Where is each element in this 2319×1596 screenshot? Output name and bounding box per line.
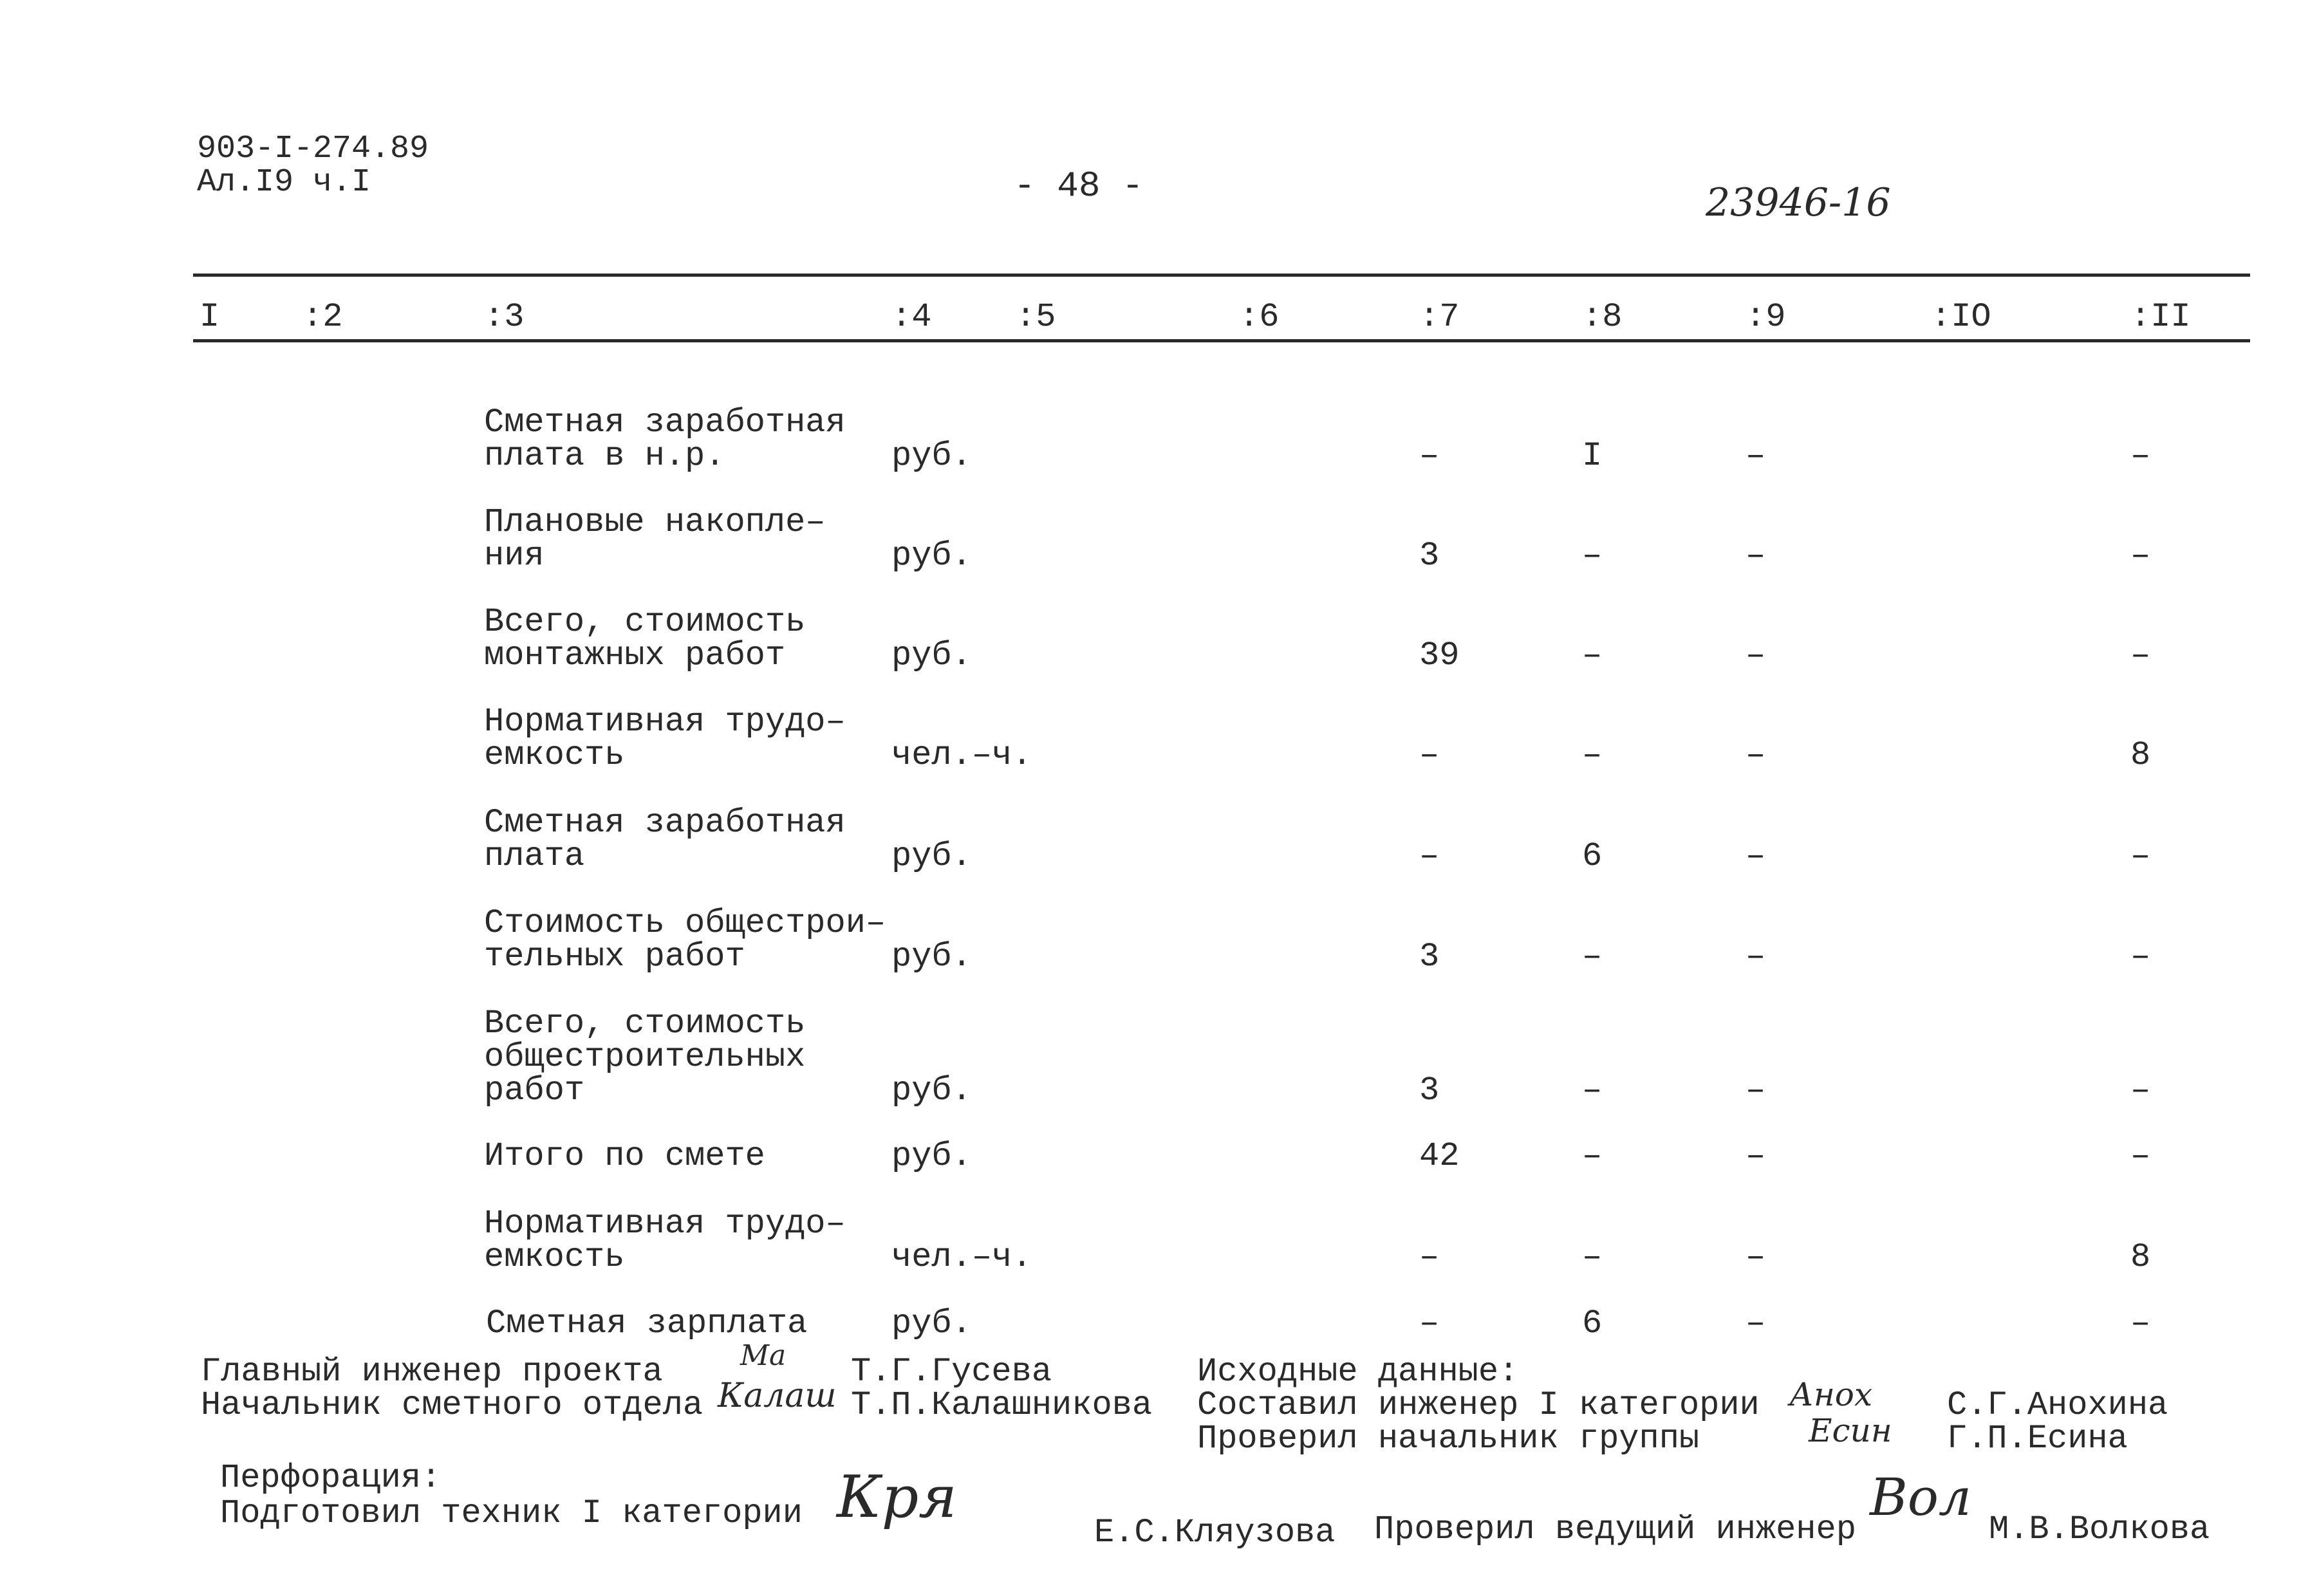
album-label: Ал.I9 ч.I bbox=[197, 164, 371, 201]
compiled-signature: Анох bbox=[1789, 1376, 1873, 1413]
table-row bbox=[0, 405, 2319, 489]
compiled-label: Составил инженер I категории bbox=[1197, 1386, 1760, 1424]
row-label-line1: Плановые накопле– bbox=[484, 503, 826, 541]
page-number: - 48 - bbox=[1014, 165, 1144, 207]
row-col11: – bbox=[2130, 537, 2151, 575]
document-code: 903-I-274.89 bbox=[197, 131, 429, 167]
row-col7: – bbox=[1419, 1238, 1440, 1276]
column-header-8: :8 bbox=[1582, 298, 1623, 336]
row-col9: – bbox=[1746, 1137, 1766, 1175]
row-col8: – bbox=[1582, 736, 1603, 774]
row-col9: – bbox=[1746, 636, 1766, 674]
table-row bbox=[0, 505, 2319, 589]
prepared-signature: Кря bbox=[837, 1463, 957, 1531]
source-data-label: Исходные данные: bbox=[1197, 1353, 1519, 1391]
row-label-line2: тельных работ bbox=[484, 938, 745, 976]
row-col7: 3 bbox=[1419, 1072, 1440, 1109]
row-col11: – bbox=[2130, 437, 2151, 475]
table-row bbox=[0, 1139, 2319, 1178]
row-col8: – bbox=[1582, 537, 1603, 575]
row-col7: – bbox=[1419, 736, 1440, 774]
checked-group-signature: Есин bbox=[1809, 1412, 1892, 1449]
top-rule bbox=[193, 274, 2250, 277]
prepared-label: Подготовил техник I категории bbox=[220, 1494, 803, 1532]
column-header-1: I bbox=[200, 298, 220, 336]
row-label-line2: плата в н.р. bbox=[484, 437, 725, 475]
row-col11: 8 bbox=[2130, 1238, 2151, 1276]
row-unit: руб. bbox=[891, 636, 972, 674]
row-col9: – bbox=[1746, 1072, 1766, 1109]
row-col7: 3 bbox=[1419, 938, 1440, 976]
row-col11: – bbox=[2130, 636, 2151, 674]
row-label-line2: общестроительных bbox=[484, 1038, 806, 1076]
row-label-line1: Сметная заработная bbox=[484, 804, 846, 842]
row-col8: 6 bbox=[1582, 1304, 1603, 1342]
perforation-label: Перфорация: bbox=[220, 1459, 442, 1497]
row-col8: – bbox=[1582, 938, 1603, 976]
row-label-line1: Всего, стоимость bbox=[484, 603, 806, 641]
column-header-11: :II bbox=[2130, 298, 2191, 336]
row-unit: руб. bbox=[891, 1304, 972, 1342]
row-col11: – bbox=[2130, 837, 2151, 875]
row-label-line1: Сметная зарплата bbox=[486, 1304, 808, 1342]
row-unit: руб. bbox=[891, 938, 972, 976]
column-header-7: :7 bbox=[1419, 298, 1460, 336]
row-col9: – bbox=[1746, 1238, 1766, 1276]
row-col7: – bbox=[1419, 837, 1440, 875]
column-header-3: :3 bbox=[484, 298, 525, 336]
chief-engineer-name: Т.Г.Гусева bbox=[851, 1353, 1052, 1391]
header-bottom-rule bbox=[193, 339, 2250, 342]
row-label-line1: Нормативная трудо– bbox=[484, 1205, 846, 1243]
chief-engineer-signature: Ма bbox=[740, 1339, 787, 1372]
row-col8: – bbox=[1582, 1072, 1603, 1109]
row-col9: – bbox=[1746, 437, 1766, 475]
checked-lead-name: М.В.Волкова bbox=[1989, 1510, 2210, 1548]
column-header-2: :2 bbox=[303, 298, 343, 336]
row-unit: чел.–ч. bbox=[891, 736, 1032, 774]
row-label-line1: Итого по смете bbox=[484, 1137, 765, 1175]
row-label-line1: Всего, стоимость bbox=[484, 1005, 806, 1043]
row-label-line2: емкость bbox=[484, 736, 625, 774]
checked-lead-signature: Вол bbox=[1870, 1467, 1971, 1527]
compiled-name: С.Г.Анохина bbox=[1947, 1386, 2168, 1424]
row-label-line1: Стоимость общестрои– bbox=[484, 904, 886, 942]
row-col8: – bbox=[1582, 1238, 1603, 1276]
row-unit: чел.–ч. bbox=[891, 1238, 1032, 1276]
row-col9: – bbox=[1746, 1304, 1766, 1342]
column-header-10: :IO bbox=[1931, 298, 1991, 336]
table-row bbox=[0, 1007, 2319, 1122]
row-col9: – bbox=[1746, 736, 1766, 774]
row-unit: руб. bbox=[891, 1137, 972, 1175]
estimate-head-label: Начальник сметного отдела bbox=[201, 1386, 703, 1424]
row-col7: – bbox=[1419, 1304, 1440, 1342]
row-label-line1: Сметная заработная bbox=[484, 404, 846, 441]
row-col8: I bbox=[1582, 437, 1603, 475]
row-col11: – bbox=[2130, 1137, 2151, 1175]
row-col11: – bbox=[2130, 938, 2151, 976]
table-row bbox=[0, 1306, 2319, 1345]
row-col8: – bbox=[1582, 636, 1603, 674]
column-header-9: :9 bbox=[1746, 298, 1786, 336]
row-col7: – bbox=[1419, 437, 1440, 475]
estimate-head-signature: Калаш bbox=[718, 1377, 837, 1415]
stamp-number: 23946-16 bbox=[1706, 180, 1891, 225]
table-row bbox=[0, 906, 2319, 990]
table-row bbox=[0, 705, 2319, 788]
row-col8: – bbox=[1582, 1137, 1603, 1175]
estimate-head-name: Т.П.Калашникова bbox=[851, 1386, 1153, 1424]
row-col11: – bbox=[2130, 1072, 2151, 1109]
row-col9: – bbox=[1746, 837, 1766, 875]
table-row bbox=[0, 605, 2319, 689]
row-col7: 39 bbox=[1419, 636, 1460, 674]
row-unit: руб. bbox=[891, 837, 972, 875]
column-header-4: :4 bbox=[891, 298, 932, 336]
table-row bbox=[0, 806, 2319, 889]
row-col11: – bbox=[2130, 1304, 2151, 1342]
row-unit: руб. bbox=[891, 1072, 972, 1109]
row-unit: руб. bbox=[891, 437, 972, 475]
row-label-line2: емкость bbox=[484, 1238, 625, 1276]
column-header-5: :5 bbox=[1016, 298, 1056, 336]
row-col8: 6 bbox=[1582, 837, 1603, 875]
table-row bbox=[0, 1207, 2319, 1290]
prepared-name: Е.С.Кляузова bbox=[1094, 1514, 1336, 1552]
column-header-6: :6 bbox=[1239, 298, 1280, 336]
row-label-line3: работ bbox=[484, 1072, 585, 1109]
row-col9: – bbox=[1746, 938, 1766, 976]
row-col7: 3 bbox=[1419, 537, 1440, 575]
chief-engineer-label: Главный инженер проекта bbox=[201, 1353, 663, 1391]
row-label-line1: Нормативная трудо– bbox=[484, 703, 846, 741]
row-col7: 42 bbox=[1419, 1137, 1460, 1175]
row-label-line2: ния bbox=[484, 537, 545, 575]
row-label-line2: плата bbox=[484, 837, 585, 875]
row-unit: руб. bbox=[891, 537, 972, 575]
checked-group-label: Проверил начальник группы bbox=[1197, 1420, 1700, 1458]
checked-group-name: Г.П.Есина bbox=[1947, 1420, 2128, 1458]
row-label-line2: монтажных работ bbox=[484, 636, 786, 674]
row-col9: – bbox=[1746, 537, 1766, 575]
row-col11: 8 bbox=[2130, 736, 2151, 774]
checked-lead-label: Проверил ведущий инженер bbox=[1374, 1510, 1856, 1548]
